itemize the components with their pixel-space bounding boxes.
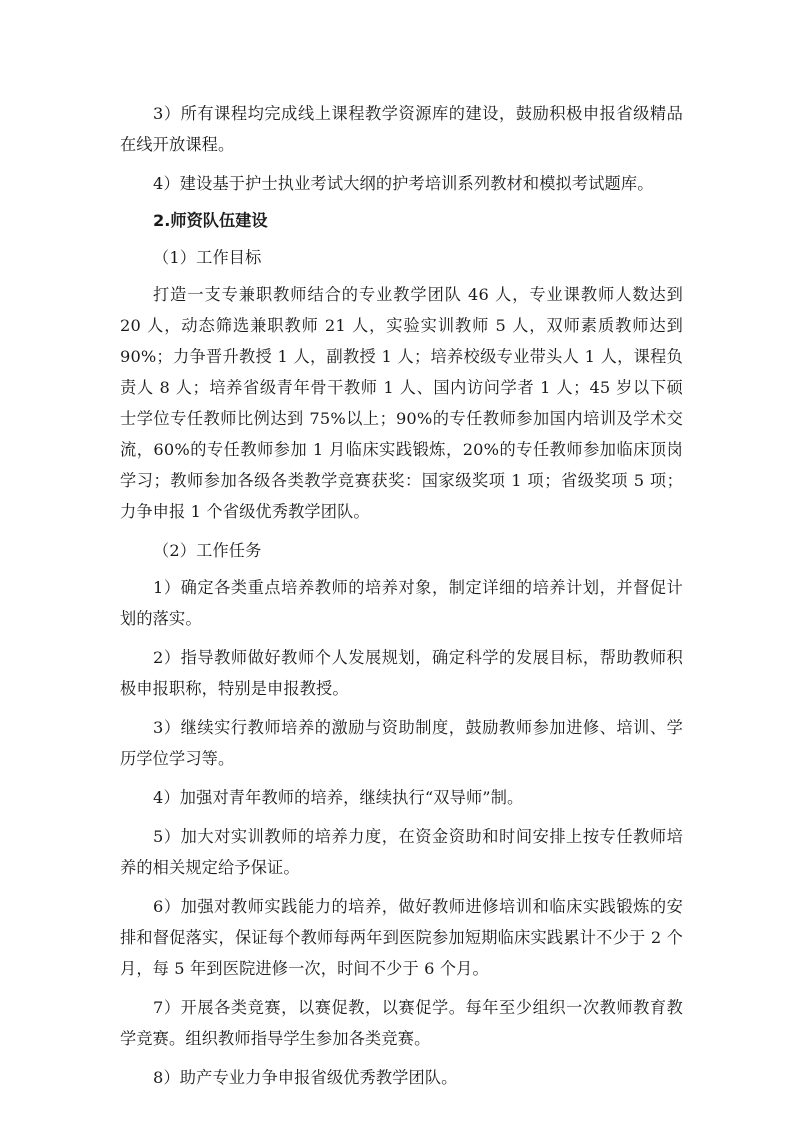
goals-paragraph: 打造一支专兼职教师结合的专业教学团队 46 人，专业课教师人数达到 20 人，动态筛选兼职教师 21 人，实验实训教师 5 人，双师素质教师达到 90%；力争晋升教授 1 人，副教授 1 人；培养校级专业带头人 1 人，课程负责人 8 人；培养省级青年骨干教师 1 人、国内访问学者 1 人；45 岁以下硕士学位专任教师比例达到 75%以上；90%的专任教师参加国内培训及学术交流，60%的专任教师参加 1 月临床实践锻炼，20%的专任教师参加临床顶岗学习；教师参加各级各类教学竞赛获奖：国家级奖项 1 项；省级奖项 5 项；力争申报 1 个省级优秀教学团队。 [120,285,683,521]
goals-subheading: （1）工作目标 [153,248,262,267]
task-item-5: 5）加大对实训教师的培养力度，在资金资助和时间安排上按专任教师培养的相关规定给予保证。 [120,827,683,877]
document-body [120,98,683,1101]
task-item-4: 4）加强对青年教师的培养，继续执行“双导师”制。 [153,788,524,807]
task-item-2: 2）指导教师做好教师个人发展规划，确定科学的发展目标，帮助教师积极申报职称，特别是申报教授。 [120,648,683,698]
task-item-6: 6）加强对教师实践能力的培养，做好教师进修培训和临床实践锻炼的安排和督促落实，保证每个教师每两年到医院参加短期临床实践累计不少于 2 个月，每 5 年到医院进修一次，时间不少于 6 个月。 [120,897,683,978]
course-resources-item-3: 3）所有课程均完成线上课程教学资源库的建设，鼓励积极申报省级精品在线开放课程。 [120,104,683,154]
task-item-1: 1）确定各类重点培养教师的培养对象，制定详细的培养计划，并督促计划的落实。 [120,578,683,628]
task-item-7: 7）开展各类竞赛，以赛促教，以赛促学。每年至少组织一次教师教育教学竞赛。组织教师指导学生参加各类竞赛。 [120,998,683,1048]
section-heading-faculty: 2.师资队伍建设 [153,211,268,230]
course-resources-item-4: 4）建设基于护士执业考试大纲的护考培训系列教材和模拟考试题库。 [153,174,654,193]
task-item-8: 8）助产专业力争申报省级优秀教学团队。 [153,1068,458,1087]
task-item-3: 3）继续实行教师培养的激励与资助制度，鼓励教师参加进修、培训、学历学位学习等。 [120,718,683,768]
tasks-subheading: （2）工作任务 [153,541,262,560]
